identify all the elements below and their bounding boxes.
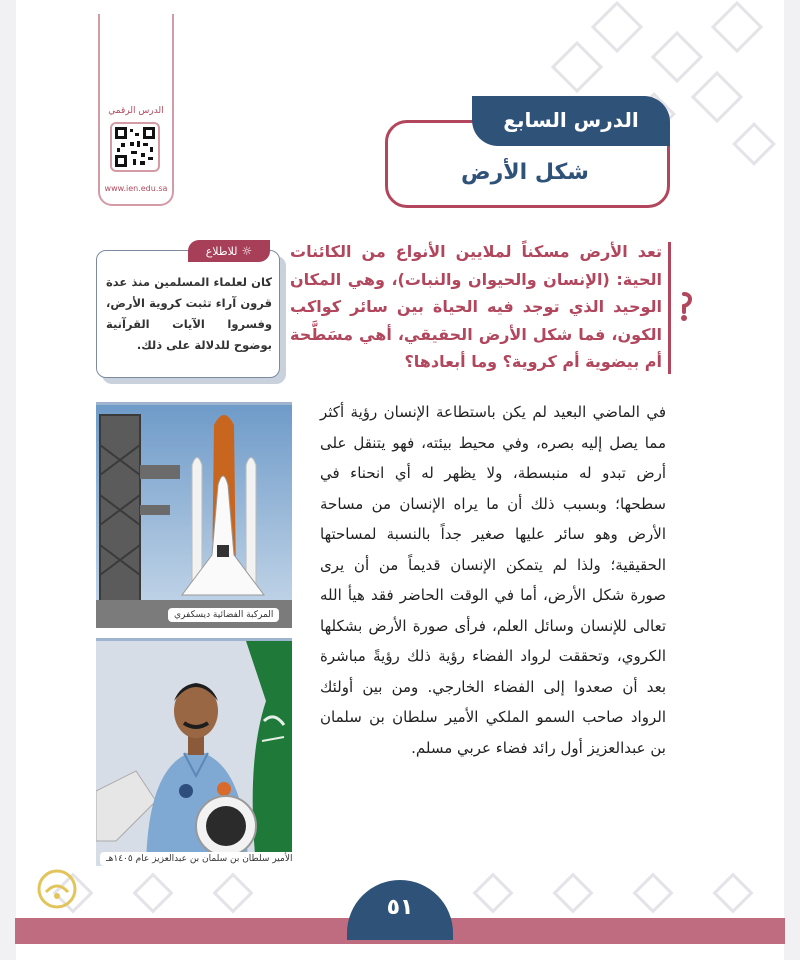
digital-lesson-label: الدرس الرقمي [108, 106, 164, 116]
astronaut-photo [96, 638, 292, 866]
ministry-logo-icon [34, 866, 80, 912]
digital-lesson-tab[interactable] [98, 14, 174, 206]
intro-accent-bar [668, 242, 671, 374]
intro-question: تعد الأرض مسكناً لملايين الأنواع من الكائنات الحية: (الإنسان والحيوان والنبات)، وهي المكان الوحيد الذي توجد فيه الحياة بين سائر كواكب الكون، فما شكل الأرض الحقيقي، أهي مسَطَّحة أم بيضوية أم كروية؟ وما أبعادها؟ [290, 242, 662, 371]
shuttle-photo [96, 402, 292, 628]
question-icon [674, 292, 694, 322]
lesson-number-tab: الدرس السابع [472, 96, 670, 146]
digital-lesson-url[interactable]: www.ien.edu.sa [104, 184, 168, 193]
body-paragraph: في الماضي البعيد لم يكن باستطاعة الإنسان رؤية أكثر مما يصل إليه بصره، وفي محيط بيئته، فهو يتنقل على أرض تبدو له منبسطة، ولا يظهر له أي انحناء في سطحها؛ وبسبب ذلك أن ما يراه الإنسان من مساحة الأرض وهو سائر عليها صغير جداً بالنسبة لمساحتها الحقيقية؛ ولذا لم يتمكن الإنسان قديماً من أن يرى صورة شكل الأرض، أما في الوقت الحاضر فقد هيأ الله تعالى للإنسان وسائل العلم، فرأى صورة الأرض بشكلها الكروي، وتحققت لرواد الفضاء رؤية ذلك رؤيةً مباشرة بعد أن صعدوا إلى الفضاء الخارجي. ومن بين أولئك الرواد صاحب السمو الملكي الأمير سلطان بن سلمان بن عبدالعزيز أول رائد فضاء عربي مسلم. [320, 403, 666, 757]
page-number: ٥١ [347, 880, 453, 940]
info-tag [188, 240, 270, 262]
astronaut-caption: الأمير سلطان بن سلمان بن عبدالعزيز عام ١٤٠٥هـ [100, 852, 298, 866]
info-text: كان لعلماء المسلمين منذ عدة قرون آراء تثبت كروية الأرض، وفسروا الآيات القرآنية بوضوح للدلالة على ذلك. [106, 275, 272, 352]
lesson-title: شكل الأرض [461, 160, 589, 185]
lightbulb-icon: ☼ [241, 244, 253, 258]
qr-code[interactable] [110, 122, 160, 172]
shuttle-caption: المركبة الفضائية ديسكفري [168, 608, 279, 622]
info-tag-label: للاطلاع [205, 245, 238, 258]
